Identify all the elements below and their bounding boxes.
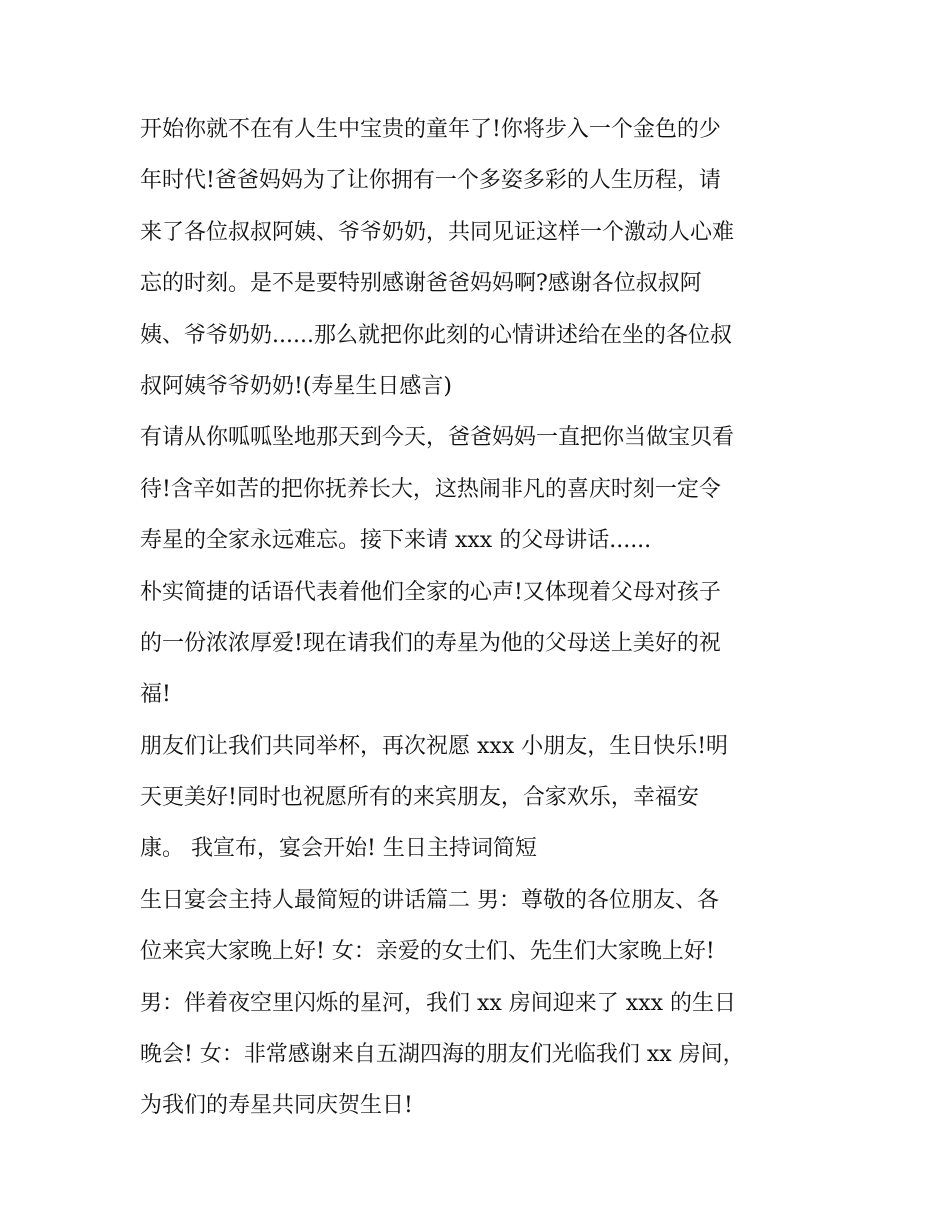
text-line: 为我们的寿星共同庆贺生日!	[140, 1093, 413, 1119]
text-line: 晚会! 女：非常感谢来自五湖四海的朋友们光临我们 xx 房间，	[140, 1042, 745, 1068]
text-line: 生日宴会主持人最简短的讲话篇二 男：尊敬的各位朋友、各	[140, 887, 719, 913]
text-line: 朴实简捷的话语代表着他们全家的心声!又体现着父母对孩子	[140, 579, 721, 605]
text-line: 天更美好!同时也祝愿所有的来宾朋友，合家欢乐，幸福安	[140, 785, 699, 811]
text-line: 忘的时刻。是不是要特别感谢爸爸妈妈啊?感谢各位叔叔阿	[140, 271, 702, 297]
text-line: 姨、爷爷奶奶......那么就把你此刻的心情讲述给在坐的各位叔	[140, 322, 732, 348]
text-line: 的一份浓浓厚爱!现在请我们的寿星为他的父母送上美好的祝	[140, 630, 721, 656]
text-line: 开始你就不在有人生中宝贵的童年了!你将步入一个金色的少	[140, 117, 721, 142]
text-line: 男：伴着夜空里闪烁的星河，我们 xx 房间迎来了 xxx 的生日	[140, 990, 737, 1016]
text-line: 位来宾大家晚上好! 女：亲爱的女士们、先生们大家晚上好!	[140, 939, 715, 965]
text-line: 朋友们让我们共同举杯，再次祝愿 xxx 小朋友，生日快乐!明	[140, 733, 729, 759]
text-line: 待!含辛如苦的把你抚养长大，这热闹非凡的喜庆时刻一定令	[140, 476, 721, 502]
text-line: 有请从你呱呱坠地那天到今天，爸爸妈妈一直把你当做宝贝看	[140, 425, 735, 451]
text-line: 年时代!爸爸妈妈为了让你拥有一个多姿多彩的人生历程，请	[140, 168, 721, 194]
text-line: 来了各位叔叔阿姨、爷爷奶奶，共同见证这样一个激动人心难	[140, 219, 735, 245]
text-line: 叔阿姨爷爷奶奶!(寿星生日感言)	[140, 373, 453, 399]
text-line: 寿星的全家永远难忘。接下来请 xxx 的父母讲话......	[140, 528, 652, 554]
document-body	[140, 104, 820, 1132]
text-line: 福!	[140, 682, 171, 708]
text-line: 康。 我宣布，宴会开始! 生日主持词简短	[140, 836, 537, 862]
